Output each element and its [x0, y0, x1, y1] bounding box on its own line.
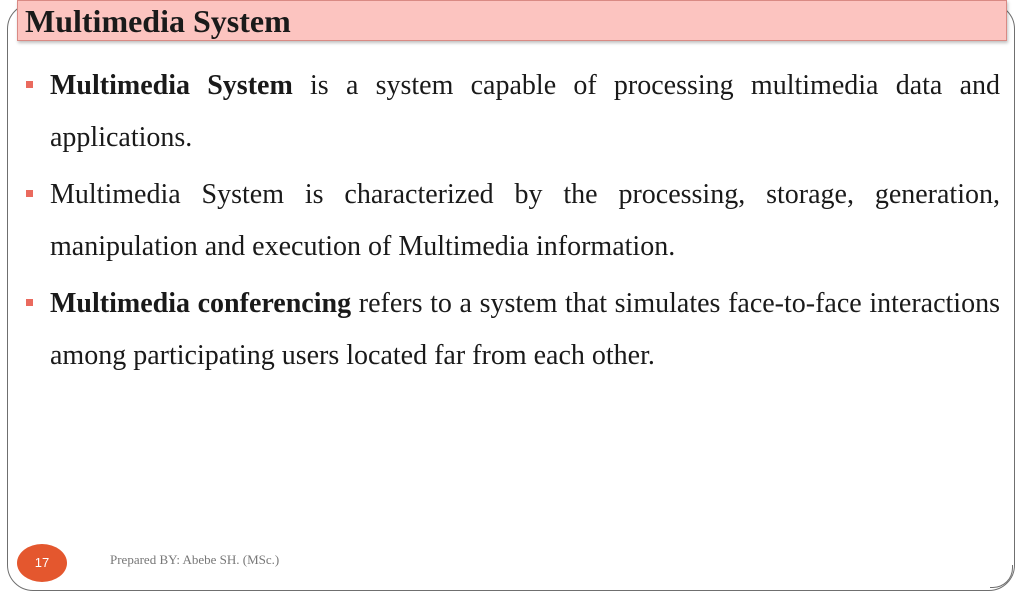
- bullet-list: [22, 60, 1000, 387]
- bullet-text: Multimedia System is characterized by the processing, storage, generation, manipulation and execution of Multimedia information.: [50, 179, 1000, 262]
- bullet-text: is a system capable of processing multimedia data and applications.: [50, 70, 1001, 153]
- bullet-item: [22, 169, 1000, 273]
- bullet-square-icon: [26, 81, 33, 88]
- bullet-bold-term: Multimedia conferencing: [50, 288, 352, 319]
- bullet-item: [22, 60, 1000, 164]
- bullet-item: [22, 278, 1000, 382]
- footer-credit: Prepared BY: Abebe SH. (MSc.): [110, 552, 280, 567]
- frame-corner: [990, 565, 1013, 588]
- bullet-square-icon: [26, 299, 33, 306]
- bullet-bold-term: Multimedia System: [50, 70, 293, 101]
- bullet-text: refers to a system that simulates face-to-face interactions among participating users located far from each other.: [50, 288, 1000, 371]
- slide-title: Multimedia System: [25, 3, 291, 39]
- title-bar: [17, 0, 1007, 41]
- bullet-square-icon: [26, 190, 33, 197]
- page-number-badge: 17: [17, 544, 67, 582]
